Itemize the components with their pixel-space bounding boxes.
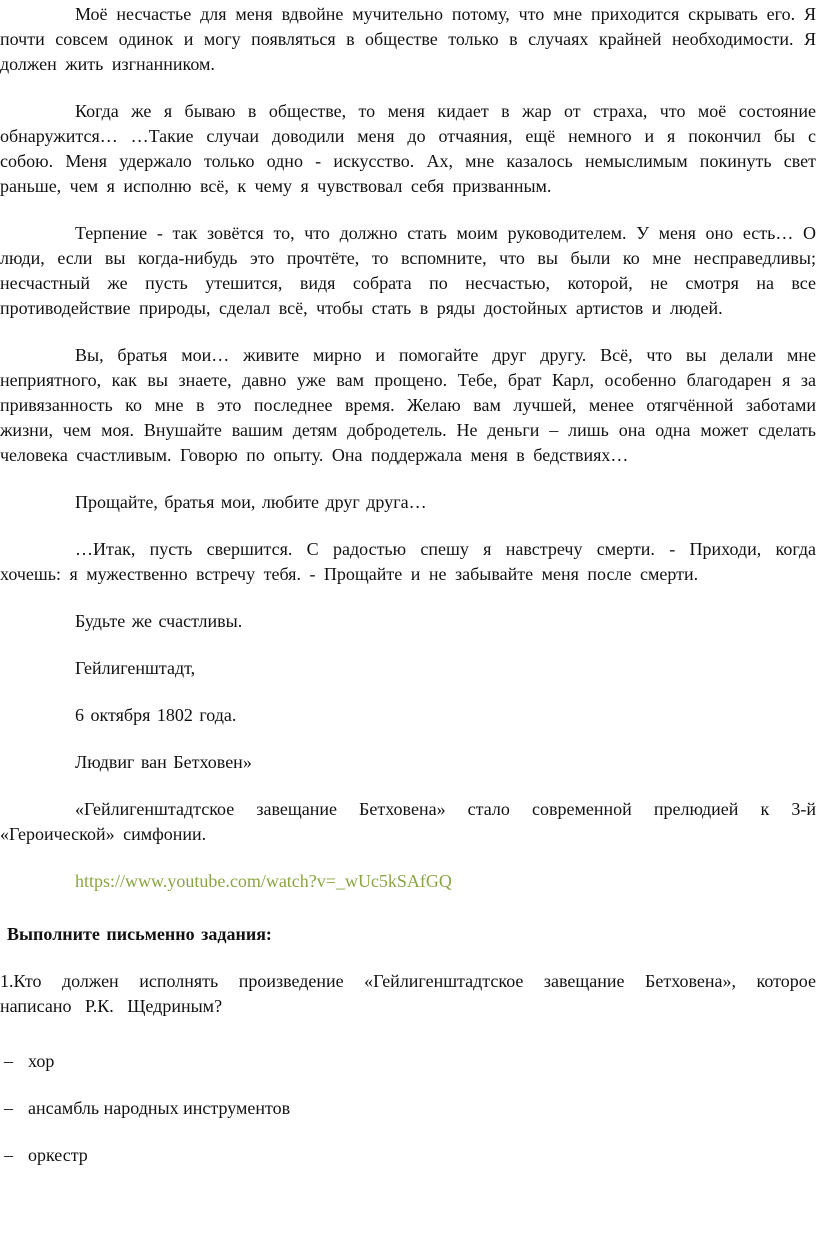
testament-paragraph-1: Моё несчастье для меня вдвойне мучительно потому, что мне приходится скрывать его. Я почти совсем одинок и могу появляться в обществе только в случаях крайней необходимости. Я должен жить изгнанником. — [0, 4, 816, 74]
commentary-paragraph: «Гейлигенштадтское завещание Бетховена» стало современной прелюдией к 3-й «Героической» симфонии. — [0, 799, 816, 844]
testament-paragraph-2: Когда же я бываю в обществе, то меня кидает в жар от страха, что моё состояние обнаружится… …Такие случаи доводили меня до отчаяния, ещё немного и я покончил бы с собою. Меня удержало только одно - искусство. Ах, мне казалось немыслимым покинуть свет раньше, чем я исполню всё, к чему я чувствовал себя призванным. — [0, 101, 816, 196]
option-orchestra-label: оркестр — [28, 1145, 88, 1165]
option-orchestra — [0, 1143, 816, 1168]
farewell-line: Прощайте, братья мои, любите друг друга… — [75, 492, 427, 512]
dash-bullet: – — [4, 1098, 13, 1118]
signature-date: 6 октября 1802 года. — [75, 705, 237, 725]
option-folk-ensemble — [0, 1096, 816, 1121]
tasks-heading: Выполните письменно задания: — [7, 924, 272, 944]
testament-paragraph-6: …Итак, пусть свершится. С радостью спешу я навстречу смерти. - Приходи, когда хочешь: я мужественно встречу тебя. - Прощайте и не забывайте меня после смерти. — [0, 539, 816, 584]
option-choir — [0, 1049, 816, 1074]
signature-name: Людвиг ван Бетховен» — [75, 752, 252, 772]
testament-paragraph-4: Вы, братья мои… живите мирно и помогайте друг другу. Всё, что вы делали мне неприятного, как вы знаете, давно уже вам прощено. Тебе, брат Карл, особенно благодарен я за привязанность ко мне в это последнее время. Желаю вам лучшей, менее отягчённой заботами жизни, чем моя. Внушайте вашим детям добродетель. Не деньги – лишь она одна может сделать человека счастливым. Говорю по опыту. Она поддержала меня в бедствиях… — [0, 345, 816, 465]
be-happy-line: Будьте же счастливы. — [75, 611, 243, 631]
signature-place: Гейлигенштадт, — [75, 658, 196, 678]
dash-bullet: – — [4, 1145, 13, 1165]
task-question-1: 1.Кто должен исполнять произведение «Гейлигенштадтское завещание Бетховена», которое написано Р.К. Щедриным? — [0, 971, 816, 1016]
option-folk-ensemble-label: ансамбль народных инструментов — [28, 1098, 291, 1118]
youtube-link[interactable]: https://www.youtube.com/watch?v=_wUc5kSAfGQ — [75, 871, 452, 891]
testament-paragraph-3: Терпение - так зовётся то, что должно стать моим руководителем. У меня оно есть… О люди, если вы когда-нибудь это прочтёте, то вспомните, что вы были ко мне несправедливы; несчастный же пусть утешится, видя собрата по несчастью, которой, не смотря на все противодействие природы, сделал всё, чтобы стать в ряды достойных артистов и людей. — [0, 223, 816, 318]
youtube-link-line — [0, 869, 816, 894]
dash-bullet: – — [4, 1051, 13, 1071]
option-choir-label: хор — [28, 1051, 55, 1071]
